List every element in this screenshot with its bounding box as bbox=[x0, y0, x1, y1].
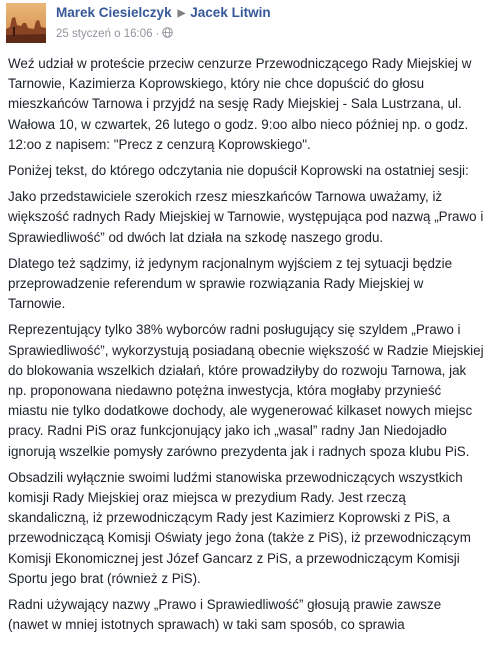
post-timestamp-link[interactable]: 25 styczeń o 16:06 bbox=[56, 28, 153, 40]
avatar-landscape-image bbox=[6, 3, 46, 43]
author-line bbox=[56, 5, 271, 20]
post-paragraph: Poniżej tekst, do którego odczytania nie dopuścił Koprowski na ostatniej sesji: bbox=[8, 163, 469, 179]
post-paragraph: Dlatego też sądzimy, iż jedynym racjonalnym wyjściem z tej sytuacji będzie przeprowadzenie referendum w sprawie rozwiązania Rady Miejskiej w Tarnowie. bbox=[8, 255, 453, 312]
meta-separator: · bbox=[155, 28, 160, 40]
post-paragraph: Obsadzili wyłącznie swoimi ludźmi stanowiska przewodniczących wszystkich komisji Rady Miejskiej oraz miejsca w prezydium Rady. Jest rzeczą skandaliczną, iż przewodniczącym Rady jest Kazimierz Koprowski z PiS, a przewodniczącą Komisji Oświaty jego żona (także z PiS), iż przewodniczącym Komisji Ekonomicznej jest Józef Gancarz z PiS, a przewodniczącym Komisji Sportu jego brat (również z PiS). bbox=[8, 469, 471, 586]
post-text bbox=[8, 54, 484, 641]
author-name-link[interactable]: Marek Ciesielczyk bbox=[56, 5, 172, 20]
triangle-right-icon: ▶ bbox=[177, 8, 186, 19]
author-avatar[interactable] bbox=[6, 3, 46, 43]
globe-icon[interactable] bbox=[162, 27, 173, 38]
post-paragraph: Jako przedstawiciele szerokich rzesz mieszkańców Tarnowa uważamy, iż większość radnych Rady Miejskiej w Tarnowie, występująca pod nazwą „Prawo i Sprawiedliwość” od dwóch lat działa na szkodę naszego grodu. bbox=[8, 189, 484, 245]
post-header bbox=[0, 0, 491, 50]
post-meta bbox=[56, 27, 173, 40]
target-name-link[interactable]: Jacek Litwin bbox=[190, 5, 271, 20]
post-paragraph: Weź udział w proteście przeciw cenzurze Przewodniczącego Rady Miejskiej w Tarnowie, Kazimierza Koprowskiego, który nie chce dopuścić do głosu mieszkańców Tarnowa i przyjdź na sesję Rady Miejskiej - Sala Lustrzana, ul. Wałowa 10, w czwartek, 26 lutego o godz. 9:oo albo nieco później np. o godz. 12:oo z napisem: "Precz z cenzurą Koprowskiego". bbox=[8, 56, 472, 152]
post-paragraph: Radni używający nazwy „Prawo i Sprawiedliwość” głosują prawie zawsze (nawet w mniej istotnych sprawach) w taki sam sposób, co sprawia bbox=[8, 597, 442, 633]
post-paragraph: Reprezentujący tylko 38% wyborców radni posługujący się szyldem „Prawo i Sprawiedliwość”, wykorzystują posiadaną obecnie większość w Radzie Miejskiej do blokowania wszelkich działań, które prowadziłyby do rozwoju Tarnowa, jak np. proponowana niedawno potężna inwestycja, która mogłaby przynieść miastu nie tylko dodatkowe dochody, ale wygenerować kilkaset nowych miejsc pracy. Radni PiS oraz funkcjonujący jako ich „wasal” radny Jan Niedojadło ignorują wszelkie pomysły zarówno prezydenta jak i radnych spoza klubu PiS. bbox=[8, 322, 484, 459]
